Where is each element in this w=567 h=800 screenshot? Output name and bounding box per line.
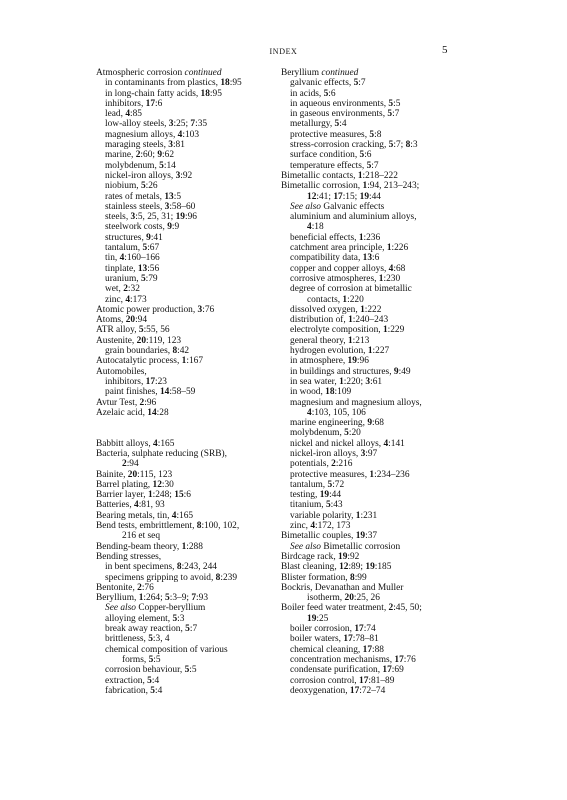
index-entry: in long-chain fatty acids, 18:95 [105, 88, 222, 99]
index-entry: degree of corrosion at bimetallic [290, 284, 412, 295]
index-entry: deoxygenation, 17:72–74 [290, 685, 386, 696]
index-entry: corrosion control, 17:81–89 [290, 675, 395, 686]
index-entry: uranium, 5:79 [105, 273, 158, 284]
index-entry: Babbitt alloys, 4:165 [96, 438, 175, 449]
index-entry: break away reaction, 5:7 [105, 624, 198, 635]
index-entry: Autocatalytic process, 1:167 [96, 356, 204, 367]
index-entry: surface condition, 5:6 [290, 150, 372, 161]
index-entry: ATR alloy, 5:55, 56 [96, 325, 170, 336]
index-entry: compatibility data, 13:6 [290, 253, 380, 264]
index-entry: contacts, 1:220 [307, 294, 364, 305]
index-entry: Beryllium, 1:264; 5:3–9; 7:93 [96, 593, 209, 604]
index-entry: extraction, 5:4 [105, 675, 160, 686]
index-entry: in aqueous environments, 5:5 [290, 98, 401, 109]
index-entry: tantalum, 5:67 [105, 243, 160, 254]
index-entry: magnesium alloys, 4:103 [105, 129, 200, 140]
index-entry: Bending-beam theory, 1:288 [96, 541, 203, 552]
index-entry: variable polarity, 1:231 [290, 510, 378, 521]
index-entry: Blast cleaning, 12:89; 19:185 [281, 562, 392, 573]
index-entry: paint finishes, 14:58–59 [105, 387, 196, 398]
index-entry: Azelaic acid, 14:28 [96, 407, 169, 418]
index-entry: inhibitors, 17:6 [105, 98, 163, 109]
index-entry: 4:18 [307, 222, 324, 233]
index-entry: forms, 5:5 [122, 654, 161, 665]
index-entry: Bimetallic couples, 19:37 [281, 531, 378, 542]
index-entry: Bainite, 20:115, 123 [96, 469, 173, 480]
index-entry: galvanic effects, 5:7 [290, 78, 366, 89]
index-entry: Bending stresses, [96, 551, 162, 562]
index-entry: marine, 2:60; 9:62 [105, 150, 175, 161]
index-entry: corrosion behaviour, 5:5 [105, 665, 197, 676]
index-entry: See also Copper-beryllium [105, 603, 206, 614]
index-entry: Birdcage rack, 19:92 [281, 551, 360, 562]
index-entry: Bacteria, sulphate reducing (SRB), [96, 448, 227, 459]
index-entry: low-alloy steels, 3:25; 7:35 [105, 119, 208, 130]
running-header: INDEX [269, 47, 298, 56]
index-entry: concentration mechanisms, 17:76 [290, 654, 416, 665]
index-entry: magnesium and magnesium alloys, [290, 397, 422, 408]
index-entry: Barrel plating, 12:30 [96, 479, 174, 490]
index-entry: copper and copper alloys, 4:68 [290, 263, 406, 274]
index-entry: metallurgy, 5:4 [290, 119, 347, 130]
index-entry: Blister formation, 8:99 [281, 572, 367, 583]
index-entry: 216 et seq [122, 531, 161, 542]
index-entry: in bent specimens, 8:243, 244 [105, 562, 217, 573]
index-entry: condensate purification, 17:69 [290, 665, 404, 676]
index-entry: distribution of, 1:240–243 [290, 315, 389, 326]
index-entry: inhibitors, 17:23 [105, 376, 167, 387]
index-entry: corrosive atmospheres, 1:230 [290, 273, 401, 284]
index-entry: in buildings and structures, 9:49 [290, 366, 411, 377]
index-entry: in gaseous environments, 5:7 [290, 109, 400, 120]
index-entry: electrolyte composition, 1:229 [290, 325, 405, 336]
index-entry: Bimetallic corrosion, 1:94, 213–243; [281, 181, 420, 192]
index-entry: steelwork costs, 9:9 [105, 222, 180, 233]
index-entry: tin, 4:160–166 [105, 253, 160, 264]
index-entry: nickel-iron alloys, 3:97 [290, 448, 378, 459]
index-column-right [281, 68, 475, 696]
index-entry: stainless steels, 3:58–60 [105, 201, 196, 212]
index-entry: general theory, 1:213 [290, 335, 370, 346]
index-entry: grain boundaries, 8:42 [105, 346, 190, 357]
index-entry: lead, 4:85 [105, 109, 142, 120]
index-entry: in sea water, 1:220; 3:61 [290, 376, 383, 387]
index-entry: fabrication, 5:4 [105, 685, 163, 696]
index-entry: chemical composition of various [105, 644, 228, 655]
index-entry: tinplate, 13:56 [105, 263, 160, 274]
index-entry: specimens gripping to avoid, 8:239 [105, 572, 238, 583]
index-entry: protective measures, 1:234–236 [290, 469, 410, 480]
index-entry: catchment area principle, 1:226 [290, 243, 409, 254]
index-entry: niobium, 5:26 [105, 181, 158, 192]
index-entry: tantalum, 5:72 [290, 479, 345, 490]
index-entry: 12:41; 17:15; 19:44 [307, 191, 381, 202]
index-entry: boiler corrosion, 17:74 [290, 624, 376, 635]
index-entry: Barrier layer, 1:248; 15:6 [96, 490, 191, 501]
index-entry: boiler waters, 17:78–81 [290, 634, 379, 645]
index-entry: nickel-iron alloys, 3:92 [105, 170, 193, 181]
index-entry: isotherm, 20:25, 26 [307, 593, 380, 604]
index-entry: See also Galvanic effects [290, 201, 385, 212]
index-entry: Beryllium continued [281, 68, 359, 78]
index-entry: potentials, 2:216 [290, 459, 353, 470]
page-number: 5 [442, 44, 448, 56]
index-column-left [96, 68, 274, 696]
index-entry: chemical cleaning, 17:88 [290, 644, 384, 655]
index-entry: in wood, 18:109 [290, 387, 352, 398]
index-entry: See also Bimetallic corrosion [290, 541, 401, 552]
index-entry: steels, 3:5, 25, 31; 19:96 [105, 212, 197, 223]
index-entry: Bimetallic contacts, 1:218–222 [281, 170, 398, 181]
index-entry: Bockris, Devanathan and Muller [281, 582, 404, 593]
index-entry: in contaminants from plastics, 18:95 [105, 78, 242, 89]
index-entry: Automobiles, [96, 366, 147, 377]
index-entry: hydrogen evolution, 1:227 [290, 346, 390, 357]
index-entry: 4:103, 105, 106 [307, 407, 366, 418]
index-entry: dissolved oxygen, 1:222 [290, 304, 382, 315]
index-entry: Atmospheric corrosion continued [96, 68, 222, 78]
index-entry: Bentonite, 2:76 [96, 582, 154, 593]
index-entry: Austenite, 20:119, 123 [96, 335, 182, 346]
index-entry: Atoms, 20:94 [96, 315, 148, 326]
index-entry: Boiler feed water treatment, 2:45, 50; [281, 603, 422, 614]
index-entry: Avtur Test, 2:96 [96, 397, 157, 408]
index-entry: aluminium and aluminium alloys, [290, 212, 417, 223]
index-entry: zinc, 4:173 [105, 294, 147, 305]
index-entry: molybdenum, 5:14 [105, 160, 176, 171]
index-entry: testing, 19:44 [290, 490, 342, 501]
index-entry: wet, 2:32 [105, 284, 140, 295]
index-entry: Bend tests, embrittlement, 8:100, 102, [96, 521, 240, 532]
index-entry: 2:94 [122, 459, 139, 470]
section-gap [96, 418, 274, 439]
index-entry: Batteries, 4:81, 93 [96, 500, 165, 511]
index-entry: stress-corrosion cracking, 5:7; 8:3 [290, 140, 418, 151]
index-entry: brittleness, 5:3, 4 [105, 634, 170, 645]
index-entry: structures, 9:41 [105, 232, 163, 243]
index-entry: titanium, 5:43 [290, 500, 343, 511]
index-entry: maraging steels, 3:81 [105, 140, 185, 151]
index-entry: beneficial effects, 1:236 [290, 232, 381, 243]
index-entry: alloying element, 5:3 [105, 613, 185, 624]
index-entry: in acids, 5:6 [290, 88, 336, 99]
index-entry: protective measures, 5:8 [290, 129, 382, 140]
index-entry: temperature effects, 5:7 [290, 160, 379, 171]
index-entry: in atmosphere, 19:96 [290, 356, 369, 367]
index-entry: marine engineering, 9:68 [290, 418, 384, 429]
index-entry: Bearing metals, tin, 4:165 [96, 510, 194, 521]
index-entry: rates of metals, 13:5 [105, 191, 182, 202]
index-entry: nickel and nickel alloys, 4:141 [290, 438, 405, 449]
index-entry: Atomic power production, 3:76 [96, 304, 215, 315]
index-entry: 19:25 [307, 613, 329, 624]
index-entry: zinc, 4:172, 173 [290, 521, 351, 532]
index-entry: molybdenum, 5:20 [290, 428, 361, 439]
